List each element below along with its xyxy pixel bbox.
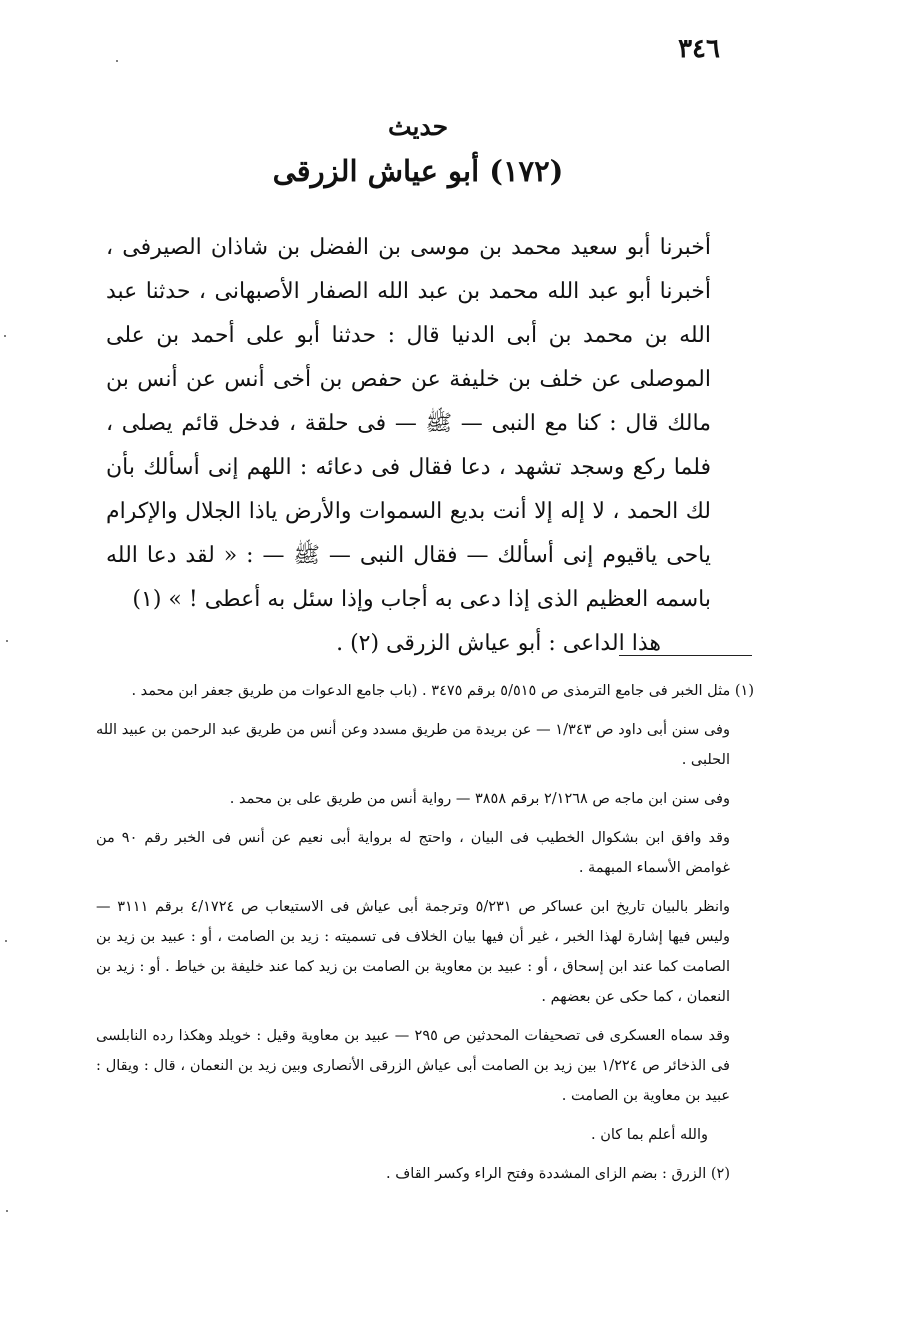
scan-speck <box>5 940 7 942</box>
section-label: حديث <box>387 112 449 141</box>
footnote: وقد سماه العسكرى فى تصحيفات المحدثين ص ٢٩٥ — عبيد بن معاوية وقيل : خويلد وهكذا رده النابلسى فى الذخائر ص ١/٢٢٤ بين زيد بن الصامت أبى عياش الزرقى الأنصارى وبين زيد بن النعمان ، قال : ويقال : عبيد بن معاوية بن الصامت . <box>96 1028 730 1104</box>
footnote: (١) مثل الخبر فى جامع الترمذى ص ٥/٥١٥ برقم ٣٤٧٥ . (باب جامع الدعوات من طريق جعفر ابن محمد . <box>131 683 754 699</box>
scan-speck <box>6 1210 8 1212</box>
footnote: وقد وافق ابن بشكوال الخطيب فى البيان ، واحتج له برواية أبى نعيم عن أنس فى الخبر رقم ٩٠ من غوامض الأسماء المبهمة . <box>96 830 730 876</box>
body-paragraph: هذا الداعى : أبو عياش الزرقى (٢) . <box>336 631 661 656</box>
scan-speck <box>116 60 118 62</box>
footnote-separator <box>619 655 752 656</box>
footnote: وانظر بالبيان تاريخ ابن عساكر ص ٥/٢٣١ وترجمة أبى عياش فى الاستيعاب ص ٤/١٧٢٤ برقم ٣١١١ — وليس فيها إشارة لهذا الخبر ، غير أن فيها بيان الخلاف فى تسميته : زيد بن الصامت ، أو : عبيد بن زيد بن الصامت كما عند ابن إسحاق ، أو : عبيد بن معاوية بن الصامت بن زيد كما عند خليفة بن خياط . أو : زيد بن النعمان ، كما حكى عن بعضهم . <box>96 899 731 1005</box>
footnote: وفى سنن ابن ماجه ص ٢/١٢٦٨ برقم ٣٨٥٨ — رواية أنس من طريق على بن محمد . <box>229 791 730 807</box>
footnote: (٢) الزرق : بضم الزاى المشددة وفتح الراء وكسر القاف . <box>386 1166 730 1182</box>
body-paragraph: أخبرنا أبو سعيد محمد بن موسى بن الفضل بن شاذان الصيرفى ، أخبرنا أبو عبد الله محمد بن عبد الله الصفار الأصبهانى ، حدثنا عبد الله بن محمد بن أبى الدنيا قال : حدثنا أبو على أحمد بن على الموصلى عن خلف بن خليفة عن حفص بن أخى أنس عن أنس بن مالك قال : كنا مع النبى — ﷺ — فى حلقة ، فدخل قائم يصلى ، فلما ركع وسجد تشهد ، دعا فقال فى دعائه : اللهم إنى أسألك بأن لك الحمد ، لا إله إلا أنت بديع السموات والأرض ياذا الجلال والإكرام ياحى ياقيوم إنى أسألك — فقال النبى — ﷺ — : « لقد دعا الله باسمه العظيم الذى إذا دعى به أجاب وإذا سئل به أعطى ! » (١) <box>106 235 711 612</box>
page-number: ٣٤٦ <box>678 34 720 64</box>
scan-speck <box>4 335 6 337</box>
footnote: وفى سنن أبى داود ص ١/٣٤٣ — عن بريدة من طريق مسدد وعن أنس من طريق عبد الرحمن بن عبيد الله الحلبى . <box>96 722 730 768</box>
footnote: والله أعلم بما كان . <box>590 1127 708 1143</box>
footnotes <box>96 676 754 1198</box>
main-text <box>106 226 711 666</box>
hadith-title: (١٧٢) أبو عياش الزرقى <box>272 154 564 188</box>
scan-speck <box>6 640 8 642</box>
